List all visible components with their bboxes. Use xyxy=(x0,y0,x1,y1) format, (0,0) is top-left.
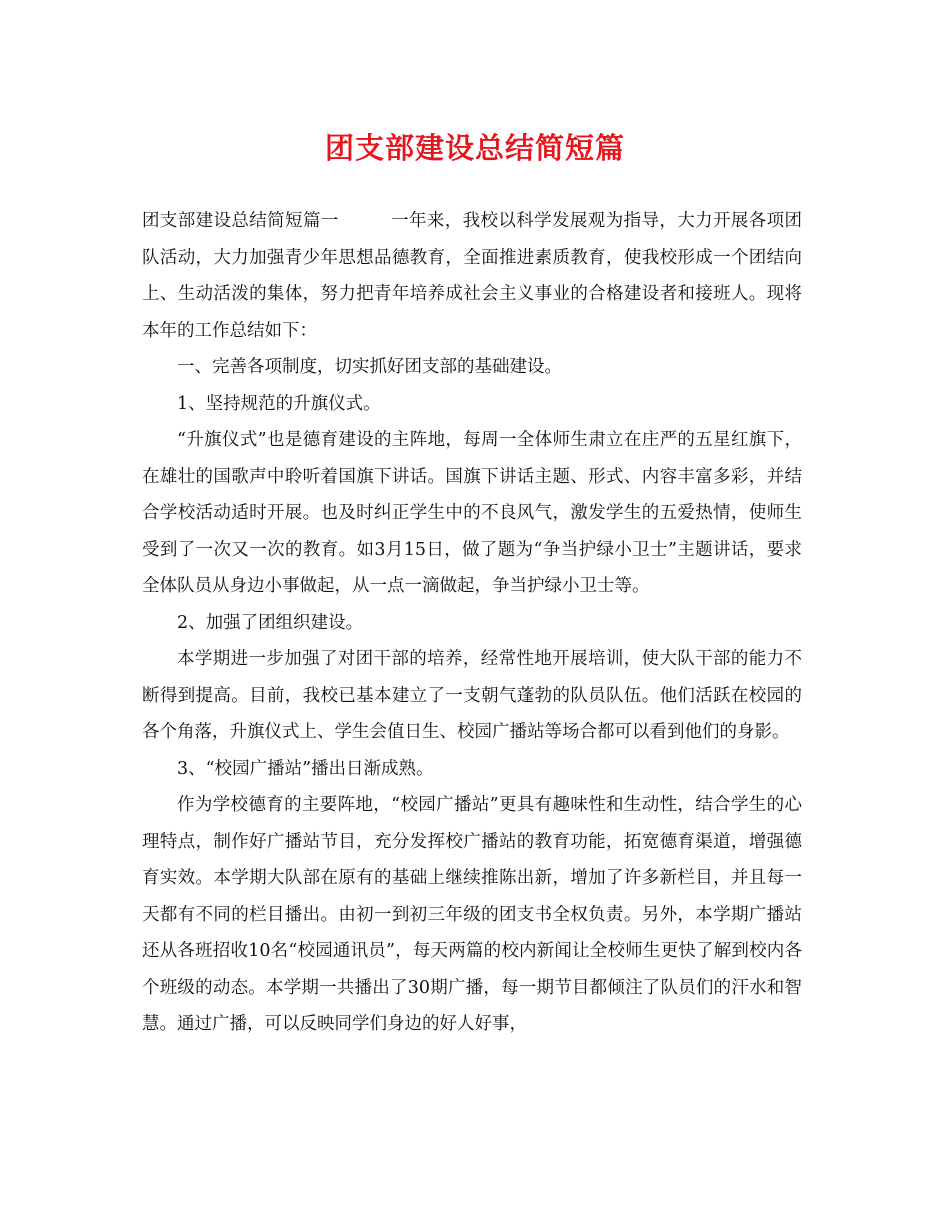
lead-paragraph xyxy=(142,203,802,349)
subheading-1: 1、坚持规范的升旗仪式。 xyxy=(177,393,381,414)
subheading-2: 2、加强了团组织建设。 xyxy=(177,612,364,633)
section-heading-1: 一、完善各项制度，切实抓好团支部的基础建设。 xyxy=(177,357,562,377)
lead-text: 一年来，我校以科学发展观为指导，大力开展各项团队活动，大力加强青少年思想品德教育，全面推进素质教育，使我校形成一个团结向上、生动活泼的集体，努力把青年培养成社会主义事业的合格建设者和接班人。现将本年的工作总结如下： xyxy=(142,211,803,341)
paragraph-flag-ceremony: “升旗仪式”也是德育建设的主阵地，每周一全体师生肃立在庄严的五星红旗下，在雄壮的国歌声中聆听着国旗下讲话。国旗下讲话主题、形式、内容丰富多彩，并结合学校活动适时开展。也及时纠正学生中的不良风气，激发学生的五爱热情，使师生受到了一次又一次的教育。如3月15日，做了题为“争当护绿小卫士”主题讲话，要求全体队员从身边小事做起，从一点一滴做起，争当护绿小卫士等。 xyxy=(142,430,802,596)
lead-label: 团支部建设总结简短篇一 xyxy=(142,211,339,231)
page-title: 团支部建设总结简短篇 xyxy=(324,131,625,165)
paragraph-broadcast: 作为学校德育的主要阵地，“校园广播站”更具有趣味性和生动性，结合学生的心理特点，制作好广播站节目，充分发挥校广播站的教育功能，拓宽德育渠道，增强德育实效。本学期大队部在原有的基础上继续推陈出新，增加了许多新栏目，并且每一天都有不同的栏目播出。由初一到初三年级的团支书全权负责。另外，本学期广播站还从各班招收10名“校园通讯员”，每天两篇的校内新闻让全校师生更快了解到校内各个班级的动态。本学期一共播出了30期广播，每一期节目都倾注了队员们的汗水和智慧。通过广播，可以反映同学们身边的好人好事， xyxy=(142,795,802,1034)
document-body xyxy=(142,203,802,1043)
subheading-3: 3、“校园广播站”播出日渐成熟。 xyxy=(177,758,434,779)
paragraph-organization: 本学期进一步加强了对团干部的培养，经常性地开展培训，使大队干部的能力不断得到提高。目前，我校已基本建立了一支朝气蓬勃的队员队伍。他们活跃在校园的各个角落，升旗仪式上、学生会值日生、校园广播站等场合都可以看到他们的身影。 xyxy=(142,649,802,742)
